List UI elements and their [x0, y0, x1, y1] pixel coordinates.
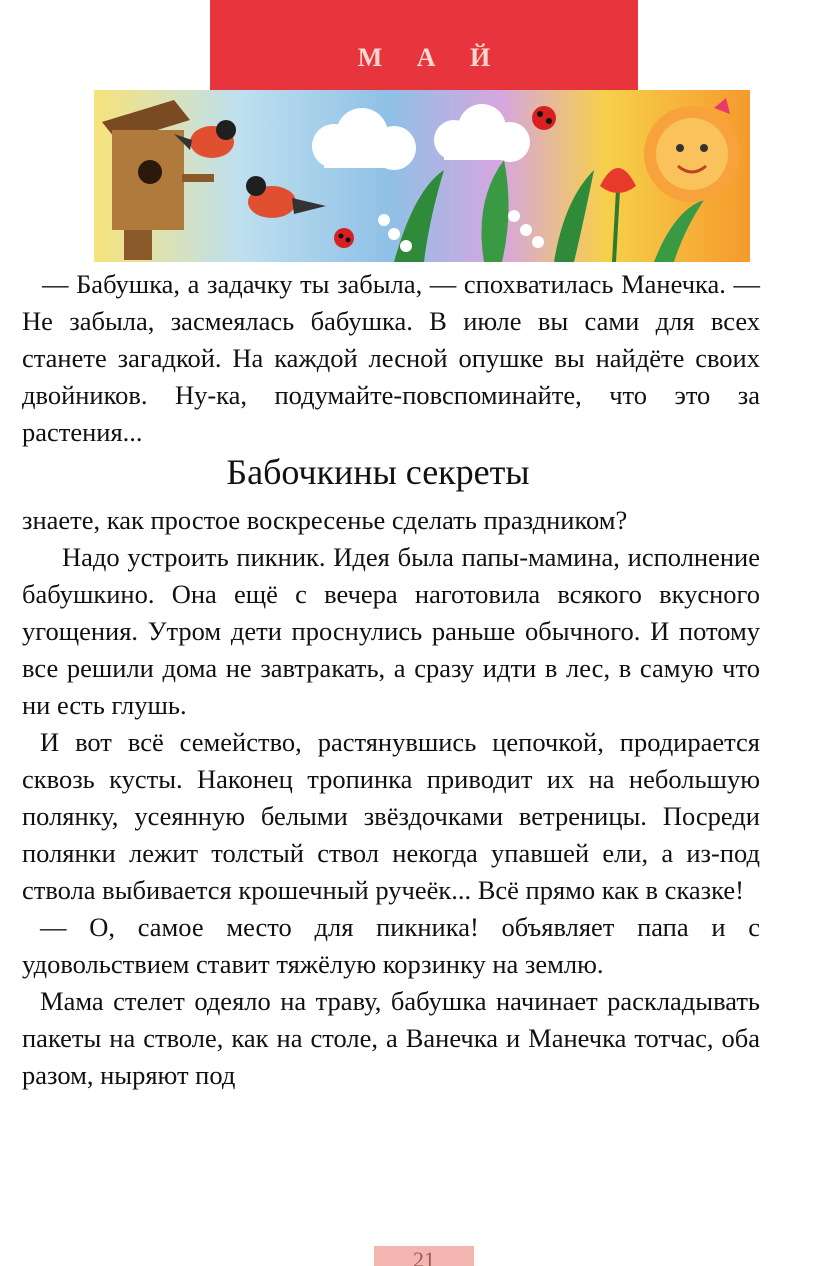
story-paragraph: Надо устроить пикник. Идея была папы-мамина, исполнение бабушкино. Она ещё с вечера наготовила всякого вкусного угощения. Утром дети проснулись раньше обычного. И потому все решили дома не завтракать, а сразу идти в лес, в самую что ни есть глушь. [22, 542, 760, 720]
story-title: Бабочкины секреты [226, 452, 530, 492]
intro-text [22, 266, 760, 451]
story-paragraph: — О, самое место для пикника! объявляет папа и с удовольствием ставит тяжёлую корзинку на землю. [22, 912, 760, 979]
story-paragraph: И вот всё семейство, растянувшись цепочкой, продирается сквозь кусты. Наконец тропинка приводит их на небольшую полянку, усеянную белыми звёздочками ветреницы. Посреди полянки лежит толстый ствол некогда упавшей ели, а из-под ствола выбивается крошечный ручеёк... Всё прямо как в сказке! [22, 727, 760, 905]
story-text [22, 502, 760, 1094]
ladybug-icon [532, 106, 556, 130]
month-banner [210, 0, 638, 90]
month-title: М А Й [357, 43, 505, 72]
intro-paragraph: — Бабушка, а задачку ты забыла, — спохватилась Манечка. — Не забыла, засмеялась бабушка. В июле вы сами для всех станете загадкой. На каждой лесной опушке вы найдёте своих двойников. Ну-ка, подумайте-повспоминайте, что это за растения... [22, 269, 760, 447]
story-paragraph: знаете, как простое воскресенье сделать праздником? [22, 505, 628, 535]
ladybug-icon [334, 228, 354, 248]
story-paragraph: Мама стелет одеяло на траву, бабушка начинает раскладывать пакеты на стволе, как на столе, а Ванечка и Манечка тотчас, оба разом, ныряют под [22, 986, 760, 1090]
header-illustration [94, 90, 750, 262]
page-number: 21 [374, 1246, 474, 1266]
